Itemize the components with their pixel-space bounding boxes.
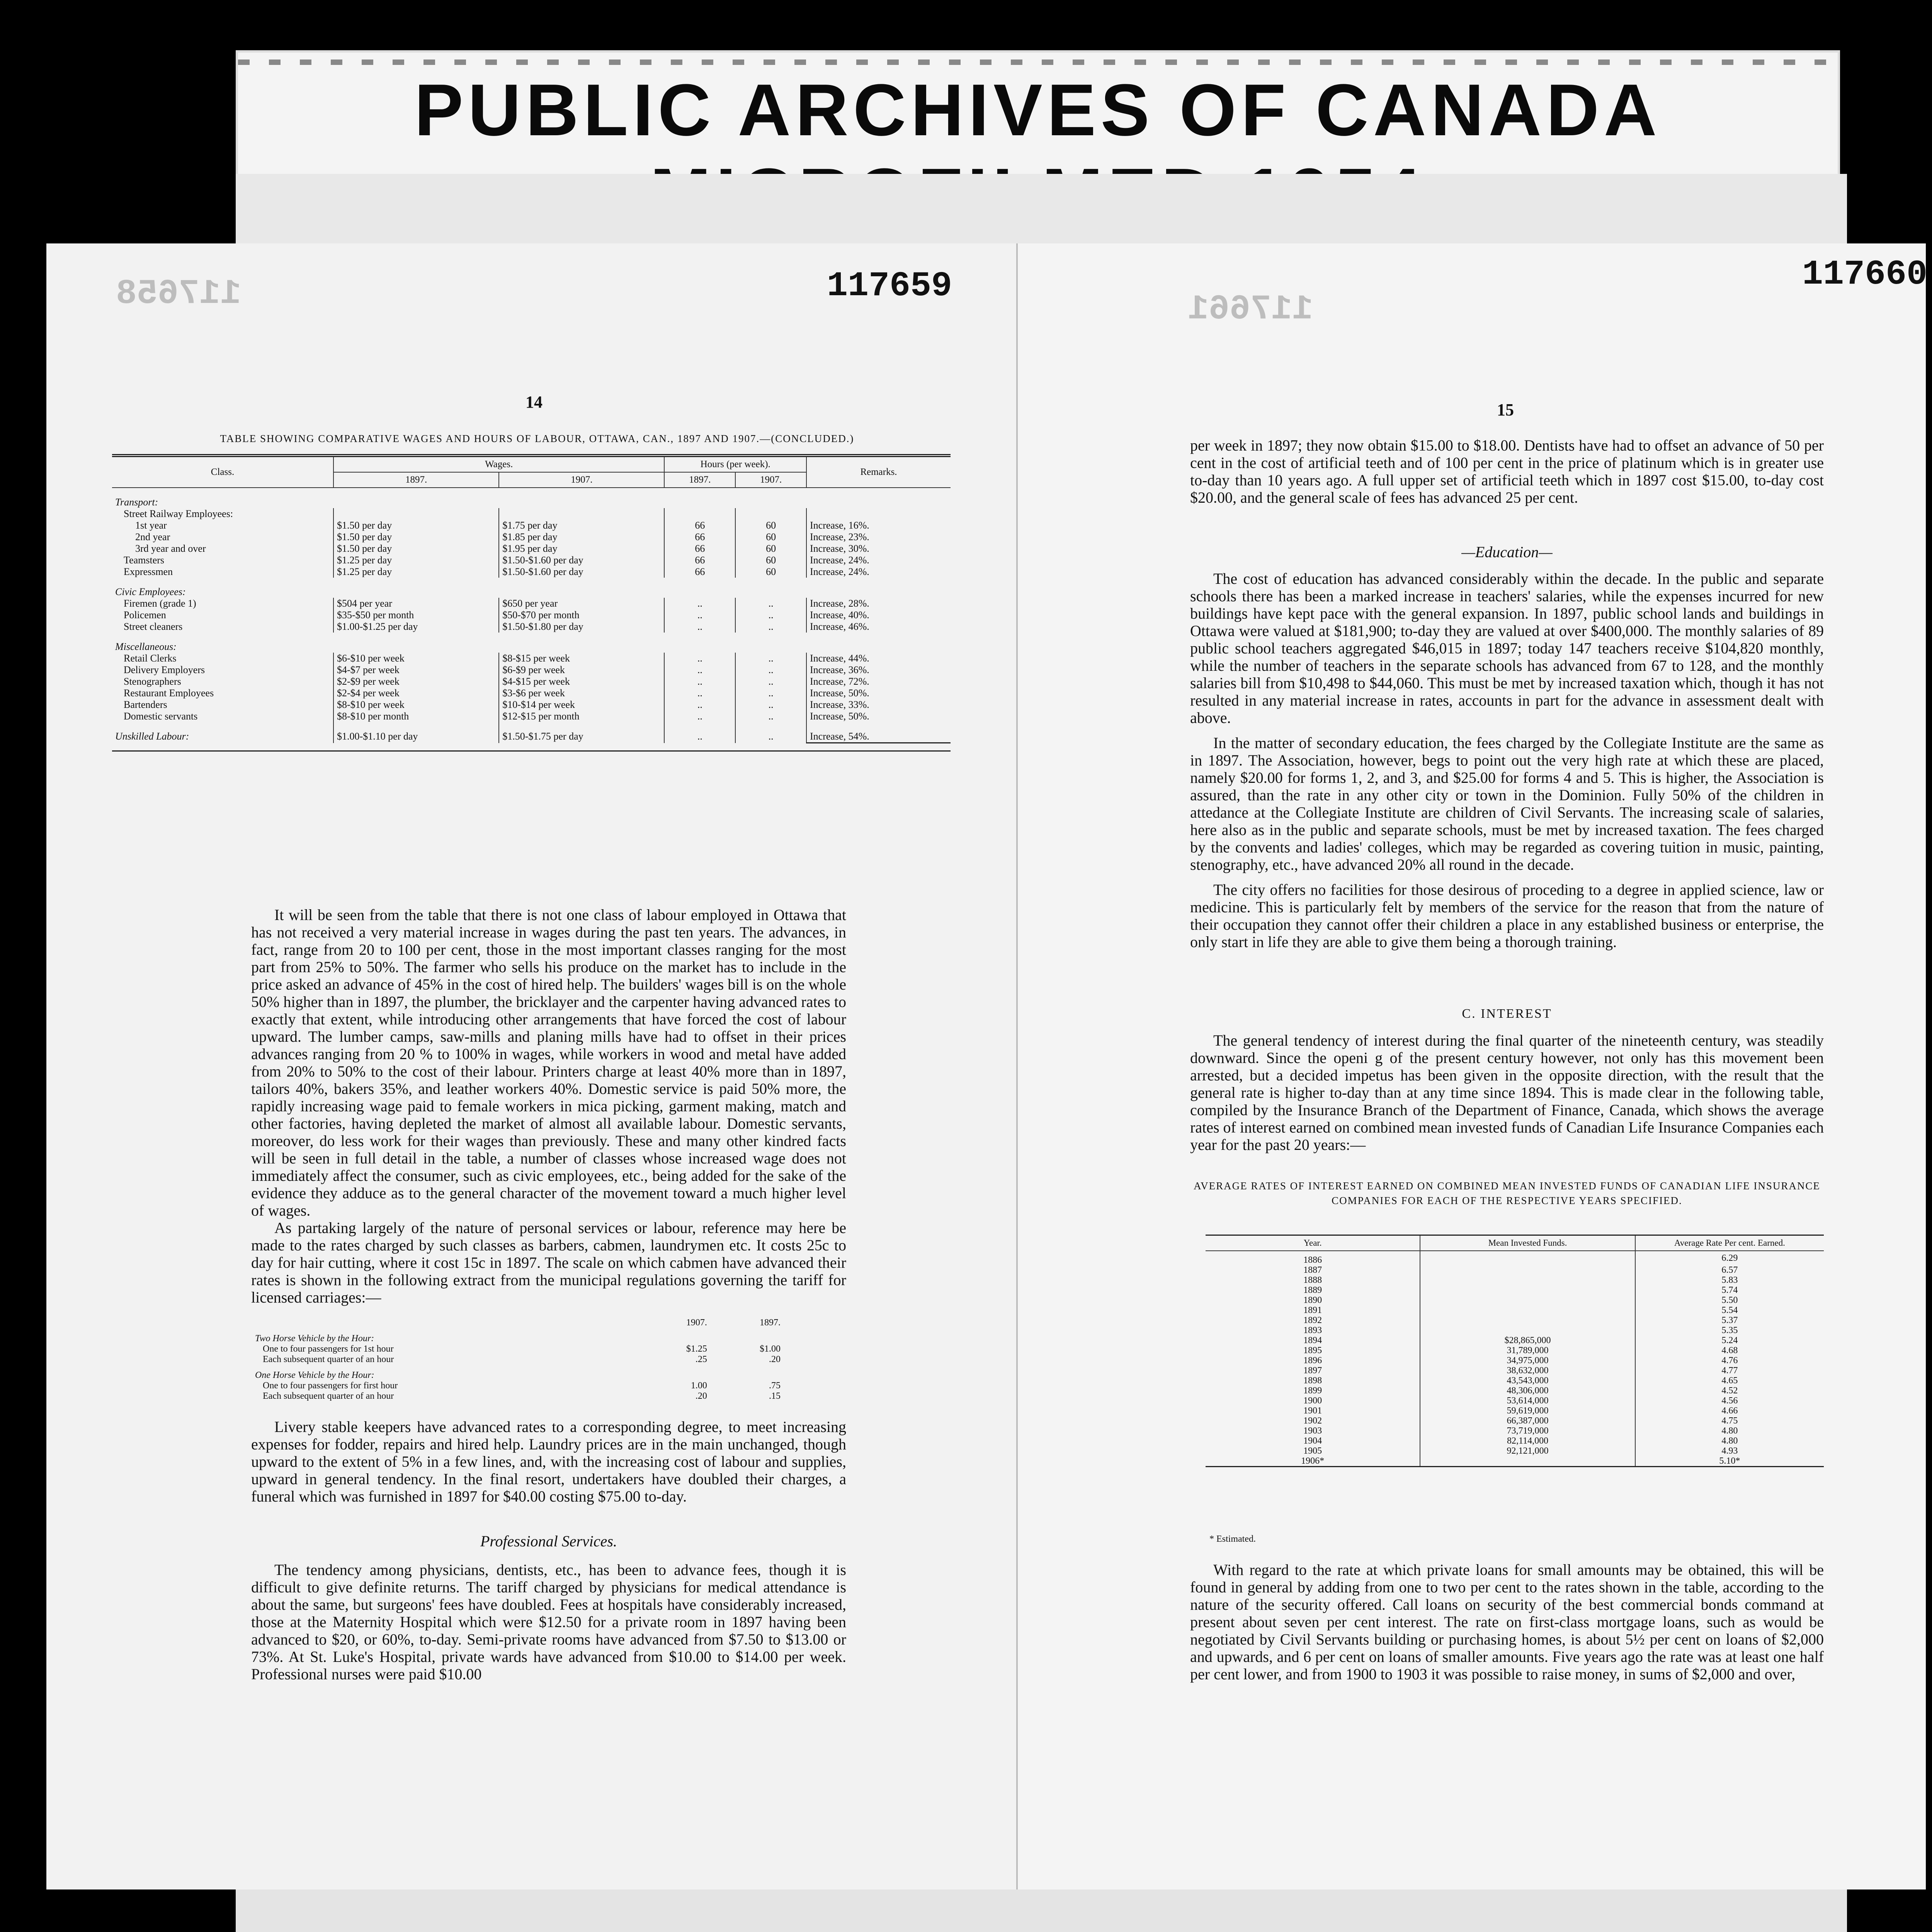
group-label: Transport: [115,497,158,508]
table-row: Street cleaners $1.00-$1.25 per day $1.50-$1.80 per day .. .. Increase, 46%. [112,621,951,633]
paragraph: The general tendency of interest during the final quarter of the nineteenth century, was steadily downward. Since the openi g of the present century however, not only has this movement been arrested, but a decided impetus has been given in the opposite direction, with the result that the general rate is higher to-day than at any time since 1894. This is made clear in the following table, compiled by the Insurance Branch of the Department of Finance, Canada, which shows the average rates of interest earned on combined mean invested funds of Canadian Life Insurance Companies each year for the past 20 years:— [1190,1032,1824,1153]
section-education: —Education— [1461,543,1553,561]
table-row: 3rd year and over $1.50 per day $1.95 per day 66 60 Increase, 30%. [112,543,951,554]
table-row: 1894 $28,865,000 5.24 [1206,1335,1824,1345]
paragraph: per week in 1897; they now obtain $15.00 to $18.00. Dentists have had to offset an advance of 50 per cent in the cost of artificial teeth and of 100 per cent in the price of platinum which is in greater use to-day than 10 years ago. A full upper set of artificial teeth which in 1897 cost $15.00, to-day cost $20.00, and the general scale of fees has advanced 25 per cent. [1190,437,1824,506]
table-row: 1901 59,619,000 4.66 [1206,1406,1824,1416]
table-row: 1899 48,306,000 4.52 [1206,1386,1824,1396]
table-row: 1887 6.57 [1206,1265,1824,1275]
header-wages-1897: 1897. [333,472,499,488]
header-hours-1907: 1907. [735,472,806,488]
header-remarks: Remarks. [806,457,951,488]
tariff-two-horse-heading: Two Horse Vehicle by the Hour: [255,1333,374,1344]
table-row: Firemen (grade 1) $504 per year $650 per year .. .. Increase, 28%. [112,598,951,609]
header-hours: Hours (per week). [664,457,806,473]
header-funds: Mean Invested Funds. [1420,1235,1635,1251]
header-hours-1897: 1897. [664,472,735,488]
tariff-one-horse-heading: One Horse Vehicle by the Hour: [255,1370,374,1380]
group-label: Miscellaneous: [115,641,177,652]
banner-title: PUBLIC ARCHIVES OF CANADA [414,69,1662,151]
paragraph: As partaking largely of the nature of personal services or labour, reference may here be made to the rates charged by such classes as barbers, cabmen, laundrymen etc. It costs 25c to day for hair cutting, where it cost 15c in 1897. The scale on which cabmen have advanced their rates is shown in the following extract from the municipal regulations governing the tariff for licensed carriages:— [251,1219,846,1306]
header-year: Year. [1206,1235,1420,1251]
table-rule [112,454,951,455]
table-row: 2nd year $1.50 per day $1.85 per day 66 60 Increase, 23%. [112,531,951,543]
interest-table [1206,1235,1824,1467]
table-row: 1897 38,632,000 4.77 [1206,1366,1824,1376]
paragraph: The city offers no facilities for those desirous of proceding to a degree in applied science, law or medicine. This is particularly felt by members of the service for the reason that from the nature of their occupation they cannot offer their children a place in any established business or enterprise, the only start in life they are able to give them being a thorough training. [1190,881,1824,951]
header-wages-1907: 1907. [499,472,664,488]
right-page-number: 15 [1497,400,1514,419]
table-row: 1900 53,614,000 4.56 [1206,1396,1824,1406]
right-body-text-1 [1190,437,1824,506]
table-row: Teamsters $1.25 per day $1.50-$1.60 per day 66 60 Increase, 24%. [112,554,951,566]
table-row: Domestic servants $8-$10 per month $12-$15 per month .. .. Increase, 50%. [112,711,951,722]
wage-table-caption: TABLE SHOWING COMPARATIVE WAGES AND HOURS OF LABOUR, OTTAWA, CAN., 1897 AND 1907.—(CONCLUDED.) [220,433,854,444]
table-row: 1905 92,121,000 4.93 [1206,1446,1824,1456]
right-body-text-4 [1190,1561,1824,1683]
table-row: Each subsequent quarter of an hour .25 .20 [263,1354,781,1364]
table-row: 1906* 5.10* [1206,1456,1824,1467]
table-row: 1896 34,975,000 4.76 [1206,1355,1824,1366]
table-row: 1892 5.37 [1206,1315,1824,1325]
table-row: 1890 5.50 [1206,1295,1824,1305]
table-row: 1889 5.74 [1206,1285,1824,1295]
paragraph: The cost of education has advanced considerably within the decade. In the public and separate schools there has been a marked increase in teachers' salaries, while the expenses incurred for new buildings have kept pace with the general expansion. In 1897, public school lands and buildings in Ottawa were valued at $181,900; to-day they are valued at over $400,000. The monthly salaries of 89 public school teachers aggregated $46,015 in 1897; today 147 teachers receive $104,820 monthly, while the number of teachers in the separate schools has advanced from 67 to 128, and the monthly salaries bill from $10,498 to $44,060. This must be met by increased taxation which, though it has not resulted in any material increase in rates, accounts in part for the advance in assessment dealt with above. [1190,570,1824,726]
header-wages: Wages. [333,457,664,473]
film-lower-area [236,1889,1847,1932]
table-row: 1903 73,719,000 4.80 [1206,1426,1824,1436]
interest-table-caption: AVERAGE RATES OF INTEREST EARNED ON COMBINED MEAN INVESTED FUNDS OF CANADIAN LIFE INSURANCE COMPANIES FOR EACH OF THE RESPECTIVE YEARS SPECIFIED. [1194,1180,1820,1206]
table-row: Expressmen $1.25 per day $1.50-$1.60 per day 66 60 Increase, 24%. [112,566,951,578]
tariff-col-1907: 1907. [686,1318,707,1328]
table-row: 1893 5.35 [1206,1325,1824,1335]
right-ghost-folio: 117661 [1188,290,1313,329]
table-row: 1886 6.29 [1206,1251,1824,1265]
banner-film-marks [238,60,1838,65]
table-row: 1888 5.83 [1206,1275,1824,1285]
section-professional-services: Professional Services. [480,1532,617,1550]
left-body-text-2 [251,1418,846,1505]
table-row: Retail Clerks $6-$10 per week $8-$15 per week .. .. Increase, 44%. [112,653,951,664]
table-row: 1891 5.54 [1206,1305,1824,1315]
paragraph: It will be seen from the table that there is not one class of labour employed in Ottawa that has not received a very material increase in wages during the past ten years. The advances, in fact, range from 20 to 100 per cent, those in the most important classes ranging for the most part from 25% to 50%. The farmer who sells his produce on the market has to include in the price asked an advance of 45% in the cost of hired help. The builders' wages bill is on the whole 50% higher than in 1897, the plumber, the bricklayer and the carpenter having advanced rates to exactly that extent, while introducing other arrangements that have forced the cost of labour upward. The lumber camps, saw-mills and planing mills have had to offset in their prices advances ranging from 20 % to 100% in wages, while workers in wood and metal have added from 20% to 50% to the cost of their labour. Printers charge at least 40% more than in 1897, tailors 40%, bakers 35%, and leather workers 40%. Domestic service is paid 50% more, the rapidly increasing wage paid to female workers in mica picking, garment making, match and other factories, having depleted the market of almost all available labour. Domestic servants, moreover, do less work for their wages than previously. These and many other kindred facts will be seen in full detail in the table, a number of classes whose increased wage does not immediately affect the consumer, such as civic employees, etc., being added for the sake of the evidence they adduce as to the general character of the movement toward a much higher level of wages. [251,906,846,1219]
table-row: 1895 31,789,000 4.68 [1206,1345,1824,1355]
table-row: One to four passengers for first hour 1.00 .75 [263,1381,781,1391]
left-ghost-folio: 117658 [116,274,242,314]
section-interest: C. INTEREST [1462,1007,1552,1021]
table-row: Each subsequent quarter of an hour .20 .15 [263,1391,781,1401]
left-body-text-3 [251,1561,846,1683]
table-row: Policemen $35-$50 per month $50-$70 per month .. .. Increase, 40%. [112,609,951,621]
table-row: 1898 43,543,000 4.65 [1206,1376,1824,1386]
left-folio: 117659 [827,267,952,306]
left-body-text-1 [251,906,846,1306]
carriage-tariff-table [251,1318,784,1401]
table-row: 1902 66,387,000 4.75 [1206,1416,1824,1426]
table-row: Bartenders $8-$10 per week $10-$14 per week .. .. Increase, 33%. [112,699,951,711]
table-row: Unskilled Labour: $1.00-$1.10 per day $1.50-$1.75 per day .. .. Increase, 54%. [112,722,951,743]
footnote: * Estimated. [1209,1534,1256,1544]
table-row: One to four passengers for 1st hour $1.25 $1.00 [263,1344,781,1354]
table-row: Restaurant Employees $2-$4 per week $3-$6 per week .. .. Increase, 50%. [112,687,951,699]
table-row: Street Railway Employees: [112,508,951,520]
table-row: 1904 82,114,000 4.80 [1206,1436,1824,1446]
paragraph: In the matter of secondary education, the fees charged by the Collegiate Institute are the same as in 1897. The Association, however, begs to point out the very high rate at which these are placed, namely $20.00 for forms 1, 2, and 3, and $25.00 for forms 4 and 5. This is higher, the Association is assured, than the rate in any other city or town in the Dominion. Fully 50% of the children in attedance at the Collegiate Institute are children of Civil Servants. The increasing scale of salaries, here also as in the public and separate schools, must be met by increased taxation. The fees charged by the convents and ladies' colleges, which may be regarded as covering tuition in music, painting, stenography, etc., have advanced 20% all round in the decade. [1190,734,1824,873]
wage-table [112,456,951,752]
paragraph: The tendency among physicians, dentists, etc., has been to advance fees, though it is difficult to give definite returns. The tariff charged by physicians for medical attendance is about the same, but surgeons' fees have doubled. Fees at hospitals have considerably increased, those at the Maternity Hospital which were $12.50 for a private room in 1897 having been advanced to $20, or 60%, to-day. Semi-private rooms have advanced from $7.50 to $13.00 or 73%. At St. Luke's Hospital, private wards have advanced from $10.00 to $14.00 per week. Professional nurses were paid $10.00 [251,1561,846,1683]
right-body-text-3 [1190,1032,1824,1153]
left-page-number: 14 [526,393,543,412]
header-rate: Average Rate Per cent. Earned. [1635,1235,1824,1251]
paragraph: Livery stable keepers have advanced rates to a corresponding degree, to meet increasing expenses for fodder, repairs and hired help. Laundry prices are in the main unchanged, though upward to the extent of 5% in a few lines, and, with the increasing cost of labour and supplies, upward in general tendency. In the final resort, undertakers have doubled their charges, a funeral which was furnished in 1897 for $40.00 costing $75.00 to-day. [251,1418,846,1505]
table-row: 1st year $1.50 per day $1.75 per day 66 60 Increase, 16%. [112,520,951,531]
table-row: Delivery Employers $4-$7 per week $6-$9 per week .. .. Increase, 36%. [112,664,951,676]
table-row: Stenographers $2-$9 per week $4-$15 per week .. .. Increase, 72%. [112,676,951,687]
right-body-text-2 [1190,570,1824,951]
film-strip [236,174,1847,247]
group-label: Civic Employees: [115,586,186,597]
tariff-col-1897: 1897. [760,1318,781,1328]
archive-banner [236,50,1840,179]
right-folio: 117660 [1802,255,1928,294]
header-class: Class. [112,457,333,488]
paragraph: With regard to the rate at which private loans for small amounts may be obtained, this will be found in general by adding from one to two per cent to the rates shown in the table, according to the nature of the security offered. Call loans on security of the best commercial bonds command at present about seven per cent interest. The rate on first-class mortgage loans, such as would be negotiated by Civil Servants building or purchasing homes, is about 5½ per cent on loans of $2,000 and upwards, and 6 per cent on loans of smaller amounts. Five years ago the rate was at least one half per cent lower, and from 1900 to 1903 it was possible to raise money, in sums of $2,000 and over, [1190,1561,1824,1683]
